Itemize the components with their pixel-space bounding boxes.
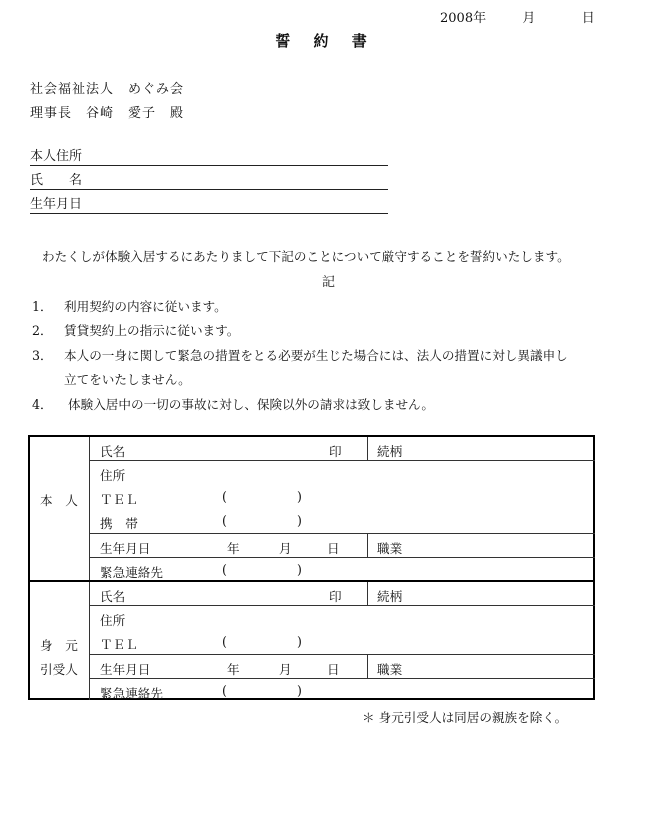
- item-text: 賃貸契約上の指示に従います。: [64, 323, 240, 338]
- item-text: 体験入居中の一切の事故に対し、保険以外の請求は致しません。: [64, 397, 434, 412]
- addressee-organization: 社会福祉法人 めぐみ会: [30, 82, 185, 97]
- guarantor-section-label-2: 引受人: [40, 662, 78, 677]
- self-seal-label: 印: [329, 444, 342, 459]
- guarantor-address-label: 住所: [100, 613, 126, 628]
- date-month-unit: 月: [522, 11, 536, 26]
- date-year-unit: 年: [473, 11, 487, 26]
- pledge-statement: わたくしが体験入居するにあたりまして下記のことについて厳守することを誓約いたします。: [42, 249, 570, 264]
- paren-close: ): [297, 562, 302, 577]
- guarantor-name-label: 氏名: [100, 589, 126, 604]
- year-unit: 年: [227, 662, 240, 677]
- signer-name-label: 氏 名: [30, 173, 83, 188]
- document-title: 誓 約 書: [275, 32, 376, 50]
- paren-open: (: [222, 634, 227, 649]
- guarantor-emergency-contact-label: 緊急連絡先: [100, 686, 163, 701]
- paren-close: ): [297, 513, 302, 528]
- signer-address-field[interactable]: [30, 149, 388, 166]
- paren-open: (: [222, 562, 227, 577]
- self-emergency-contact-label: 緊急連絡先: [100, 565, 163, 580]
- self-relation-label: 続柄: [377, 444, 403, 459]
- pledge-item: [32, 345, 568, 364]
- self-mobile-label: 携 帯: [100, 516, 138, 531]
- guarantor-birthdate-label: 生年月日: [100, 662, 151, 677]
- item-text: 本人の一身に関して緊急の措置をとる必要が生じた場合には、法人の措置に対し異議申し: [64, 348, 568, 363]
- self-birthdate-label: 生年月日: [100, 541, 151, 556]
- item-number: 1．: [32, 299, 53, 314]
- paren-close: ): [297, 489, 302, 504]
- self-occupation-label: 職業: [377, 541, 403, 556]
- row-divider: [89, 460, 595, 461]
- ki-heading: 記: [322, 275, 336, 290]
- self-address-label: 住所: [100, 468, 126, 483]
- guarantor-seal-label: 印: [329, 589, 342, 604]
- paren-close: ): [297, 683, 302, 698]
- row-divider: [89, 654, 595, 655]
- guarantor-tel-label: ＴＥＬ: [100, 637, 138, 652]
- signer-birthdate-label: 生年月日: [30, 197, 83, 212]
- paren-open: (: [222, 489, 227, 504]
- guarantor-occupation-label: 職業: [377, 662, 403, 677]
- day-unit: 日: [327, 662, 340, 677]
- month-unit: 月: [279, 662, 292, 677]
- item-number: 4．: [32, 397, 53, 412]
- row-divider: [89, 557, 595, 558]
- date-year: 2008: [440, 11, 474, 26]
- row-divider: [89, 678, 595, 679]
- pledge-item: [32, 320, 239, 339]
- row-divider: [89, 605, 595, 606]
- month-unit: 月: [279, 541, 292, 556]
- self-tel-label: ＴＥＬ: [100, 492, 138, 507]
- item-number: 3．: [32, 348, 53, 363]
- self-name-label: 氏名: [100, 444, 126, 459]
- column-divider: [367, 533, 368, 557]
- signer-address-label: 本人住所: [30, 149, 83, 164]
- footnote: ＊ 身元引受人は同居の親族を除く。: [362, 710, 568, 725]
- item-number: 2．: [32, 323, 53, 338]
- signer-birthdate-field[interactable]: [30, 197, 388, 214]
- paren-open: (: [222, 683, 227, 698]
- self-section-label: 本 人: [40, 493, 78, 508]
- signer-name-field[interactable]: [30, 173, 388, 190]
- year-unit: 年: [227, 541, 240, 556]
- guarantor-section-label-1: 身 元: [40, 638, 78, 653]
- guarantor-relation-label: 続柄: [377, 589, 403, 604]
- date-line: [440, 7, 595, 26]
- pledge-item: [32, 296, 227, 315]
- paren-open: (: [222, 513, 227, 528]
- pledge-item-continuation: [32, 369, 191, 388]
- addressee-person: 理事長 谷崎 愛子 殿: [30, 106, 185, 121]
- label-column-divider: [89, 437, 90, 700]
- item-text: 利用契約の内容に従います。: [64, 299, 227, 314]
- column-divider: [367, 437, 368, 460]
- applicant-info-table: [28, 435, 595, 700]
- column-divider: [367, 582, 368, 605]
- row-divider: [89, 533, 595, 534]
- date-day-unit: 日: [581, 11, 595, 26]
- pledge-item: [32, 394, 434, 413]
- column-divider: [367, 654, 368, 678]
- day-unit: 日: [327, 541, 340, 556]
- paren-close: ): [297, 634, 302, 649]
- item-text: 立てをいたしません。: [64, 372, 191, 387]
